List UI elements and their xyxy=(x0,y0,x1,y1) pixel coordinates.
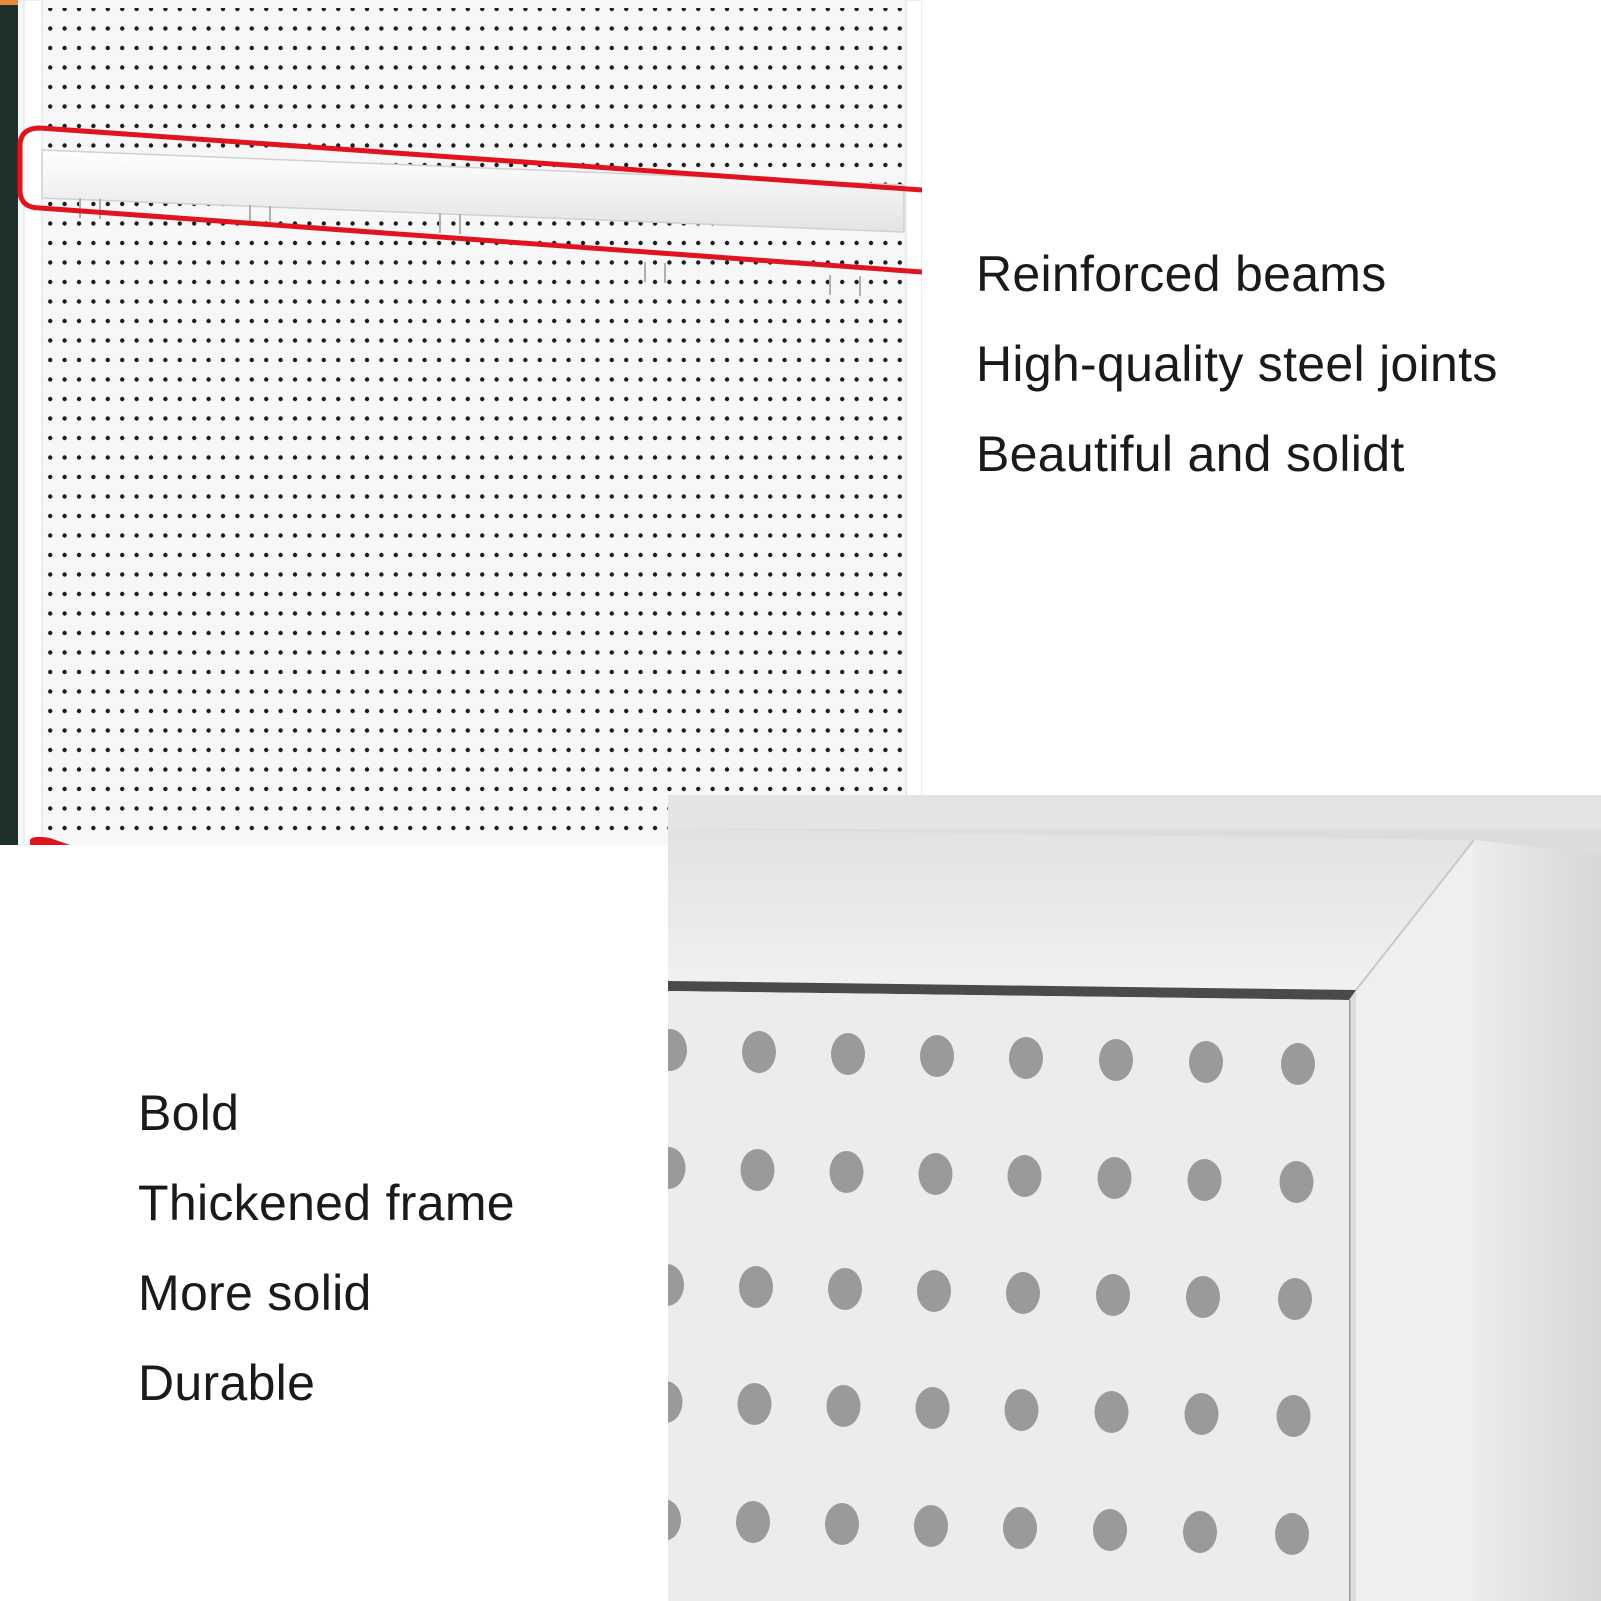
closeup-hole xyxy=(920,1035,954,1077)
feature-thickened-frame: Thickened frame xyxy=(138,1175,515,1231)
closeup-hole xyxy=(742,1031,776,1073)
feature-more-solid: More solid xyxy=(138,1265,372,1321)
frame-top-edge xyxy=(668,795,1601,829)
closeup-hole xyxy=(1189,1041,1223,1083)
closeup-hole xyxy=(1275,1513,1309,1555)
closeup-hole xyxy=(919,1153,953,1195)
closeup-hole xyxy=(1186,1276,1220,1318)
closeup-hole xyxy=(1096,1274,1130,1316)
closeup-hole xyxy=(1183,1511,1217,1553)
closeup-hole xyxy=(1185,1393,1219,1435)
closeup-hole xyxy=(1009,1037,1043,1079)
closeup-hole xyxy=(1008,1155,1042,1197)
closeup-hole xyxy=(1095,1391,1129,1433)
closeup-hole xyxy=(736,1501,770,1543)
closeup-hole xyxy=(917,1270,951,1312)
closeup-hole xyxy=(831,1033,865,1075)
closeup-hole xyxy=(916,1387,950,1429)
closeup-hole xyxy=(1006,1272,1040,1314)
feature-steel-joints: High-quality steel joints xyxy=(976,336,1498,392)
closeup-hole xyxy=(1098,1157,1132,1199)
closeup-hole xyxy=(830,1151,864,1193)
right-frame-rail xyxy=(906,0,922,845)
closeup-hole xyxy=(914,1505,948,1547)
closeup-hole xyxy=(827,1385,861,1427)
closeup-hole xyxy=(1093,1509,1127,1551)
frame-closeup-photo xyxy=(668,795,1601,1601)
closeup-hole xyxy=(1277,1395,1311,1437)
feature-list-beams xyxy=(976,246,1498,519)
frame-top-face xyxy=(668,829,1474,990)
closeup-hole xyxy=(738,1383,772,1425)
frame-outer-side xyxy=(1474,840,1601,1601)
closeup-hole xyxy=(828,1268,862,1310)
closeup-hole xyxy=(1281,1043,1315,1085)
closeup-hole xyxy=(1280,1161,1314,1203)
closeup-hole xyxy=(739,1266,773,1308)
feature-durable: Durable xyxy=(138,1355,316,1411)
perforation-holes xyxy=(42,8,904,838)
closeup-hole xyxy=(1003,1507,1037,1549)
feature-bold: Bold xyxy=(138,1085,240,1141)
feature-list-frame xyxy=(138,1085,515,1448)
pegboard-beam-photo xyxy=(0,0,922,845)
closeup-hole xyxy=(1099,1039,1133,1081)
feature-beautiful-solid: Beautiful and solidt xyxy=(976,426,1405,482)
feature-reinforced-beams: Reinforced beams xyxy=(976,246,1387,302)
closeup-hole xyxy=(825,1503,859,1545)
closeup-hole xyxy=(741,1149,775,1191)
closeup-hole xyxy=(1188,1159,1222,1201)
closeup-hole xyxy=(1278,1278,1312,1320)
closeup-hole xyxy=(1005,1389,1039,1431)
